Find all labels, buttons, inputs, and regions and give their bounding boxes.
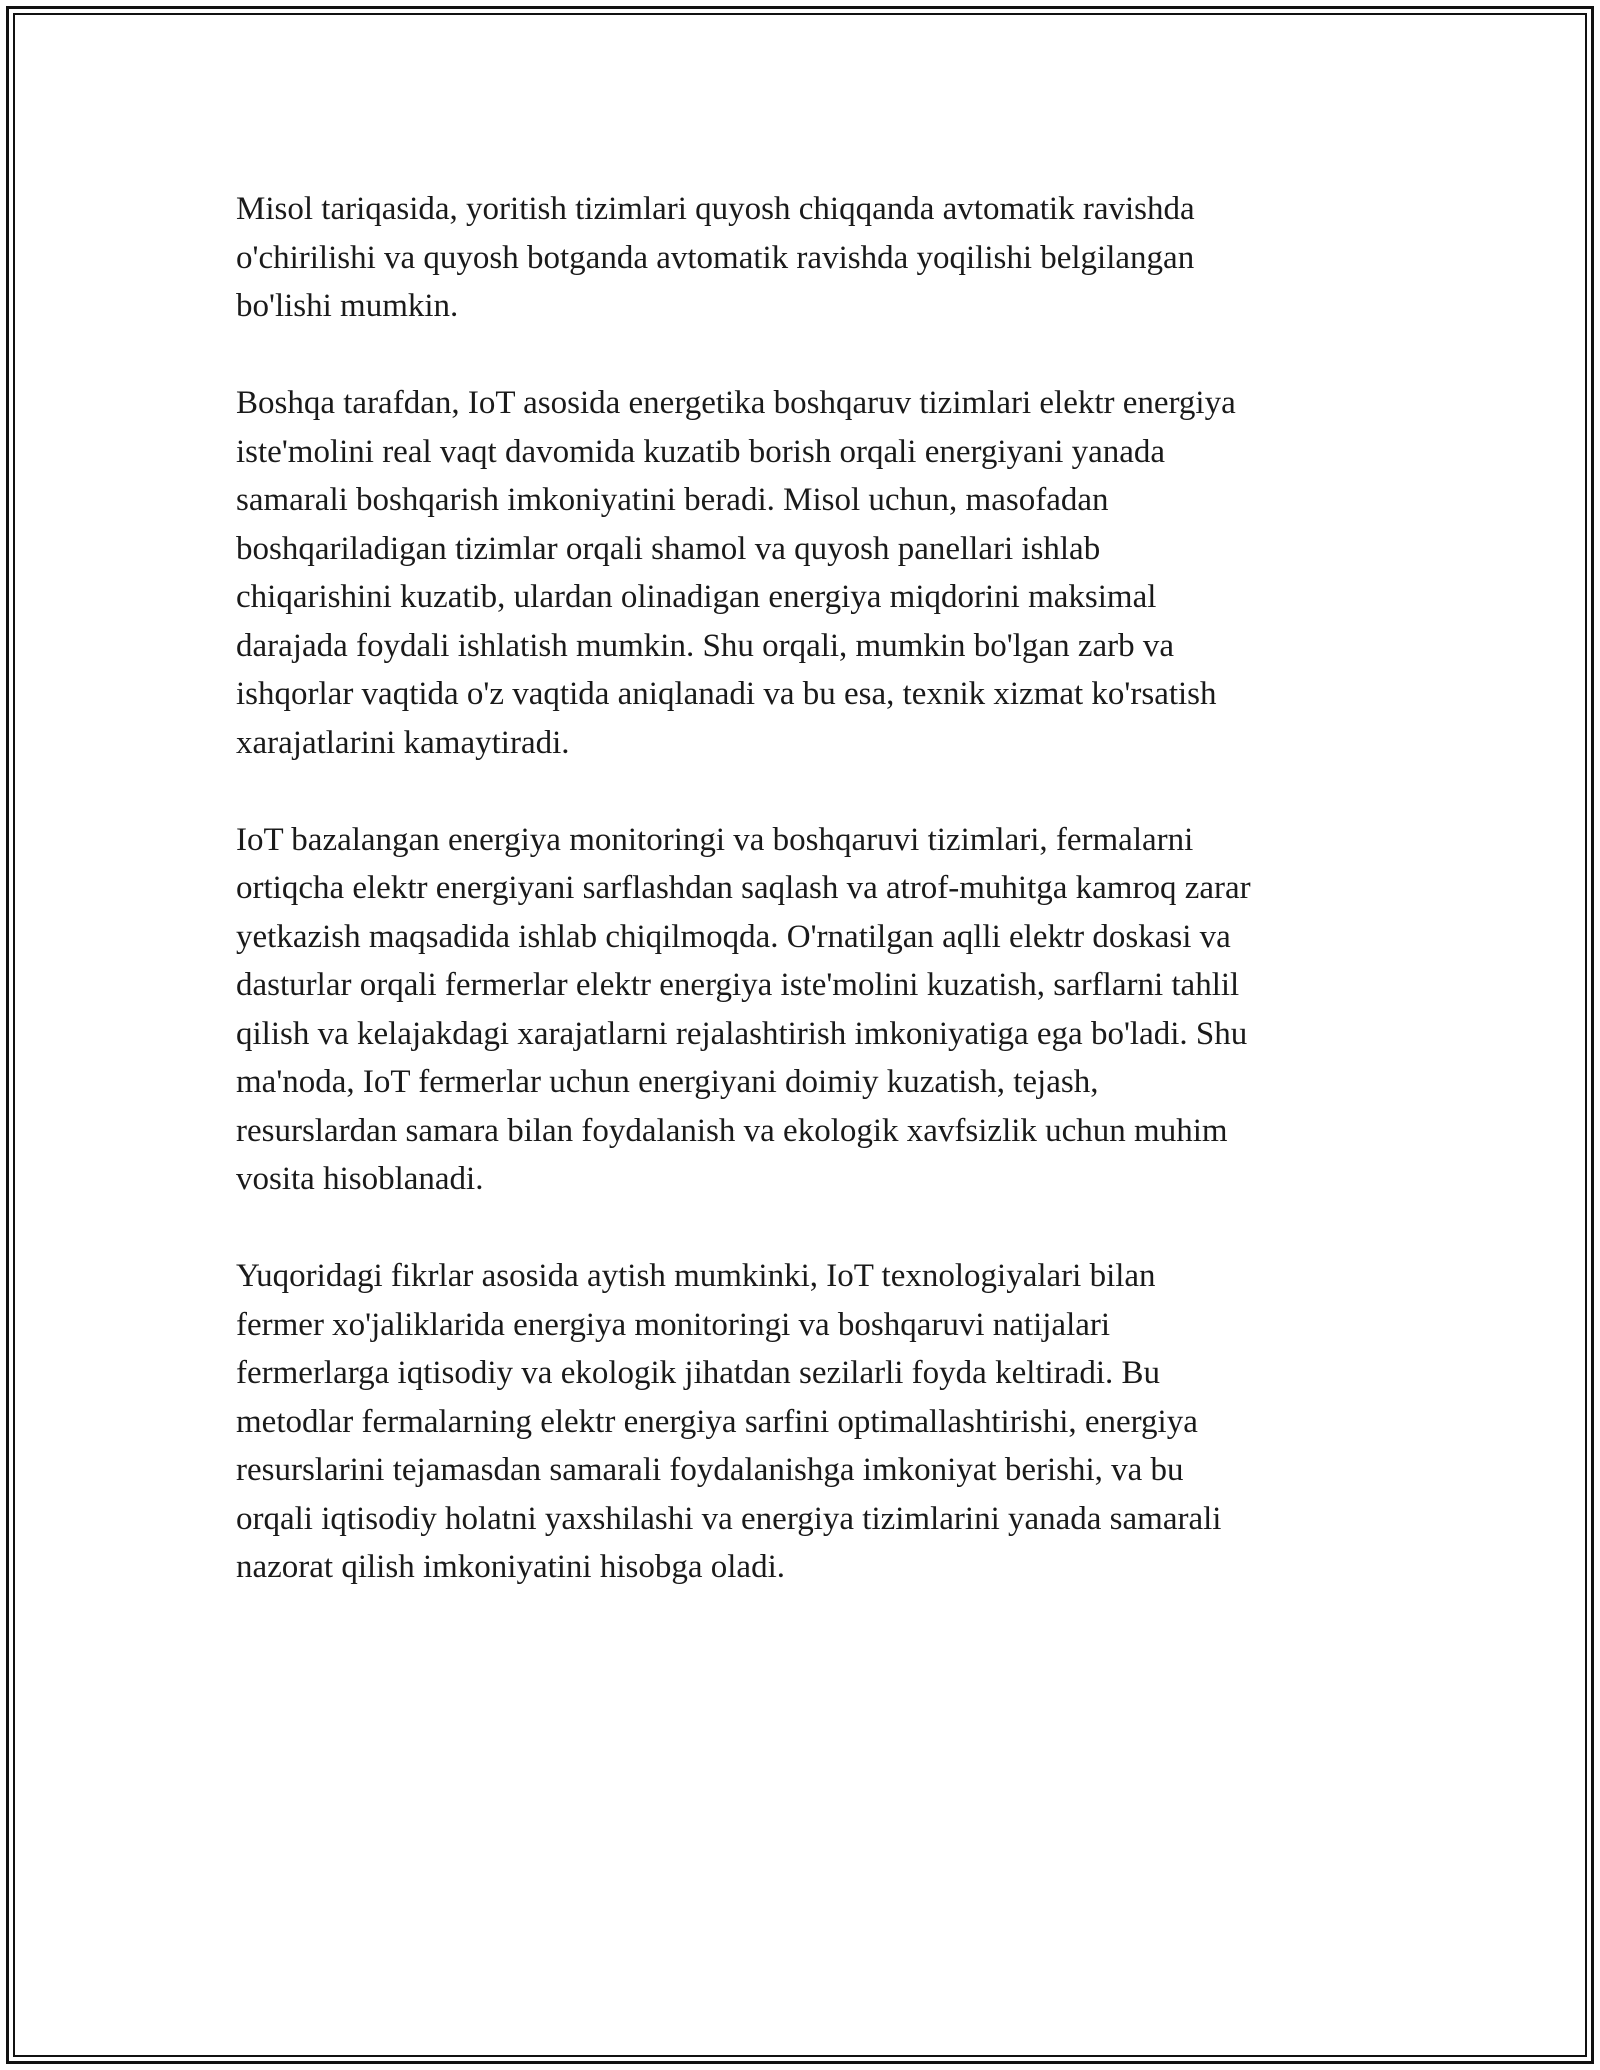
- text-line: IoT bazalangan energiya monitoringi va boshqaruvi tizimlari, fermalarni: [236, 821, 1194, 858]
- text-line: dasturlar orqali fermerlar elektr energiya iste'molini kuzatish, sarflarni tahlil: [236, 967, 1240, 1003]
- text-line: Yuqoridagi fikrlar asosida aytish mumkinki, IoT texnologiyalari bilan: [236, 1258, 1156, 1294]
- paragraph-2: [236, 379, 1376, 767]
- paragraph-4: [236, 1252, 1376, 1592]
- text-line: fermerlarga iqtisodiy va ekologik jihatdan sezilarli foyda keltiradi. Bu: [236, 1355, 1161, 1391]
- text-line: chiqarishini kuzatib, ulardan olinadigan energiya miqdorini maksimal: [236, 579, 1157, 615]
- text-line: ishqorlar vaqtida o'z vaqtida aniqlanadi va bu esa, texnik xizmat ko'rsatish: [236, 676, 1217, 712]
- text-line: resurslarini tejamasdan samarali foydalanishga imkoniyat berishi, va bu: [236, 1452, 1184, 1488]
- document-body: [236, 185, 1376, 1640]
- paragraph-1: [236, 185, 1376, 331]
- text-line: ortiqcha elektr energiyani sarflashdan saqlash va atrof-muhitga kamroq zarar: [236, 870, 1251, 906]
- text-line: Misol tariqasida, yoritish tizimlari quyosh chiqqanda avtomatik ravishda: [236, 191, 1195, 227]
- text-line: metodlar fermalarning elektr energiya sarfini optimallashtirishi, energiya: [236, 1403, 1198, 1440]
- text-line: vosita hisoblanadi.: [236, 1161, 484, 1197]
- text-line: ma'noda, IoT fermerlar uchun energiyani doimiy kuzatish, tejash,: [236, 1064, 1099, 1100]
- paragraph-3: [236, 816, 1376, 1204]
- text-line: nazorat qilish imkoniyatini hisobga oladi.: [236, 1549, 785, 1585]
- text-line: iste'molini real vaqt davomida kuzatib borish orqali energiyani yanada: [236, 433, 1166, 470]
- text-line: darajada foydali ishlatish mumkin. Shu orqali, mumkin bo'lgan zarb va: [236, 627, 1175, 664]
- text-line: Boshqa tarafdan, IoT asosida energetika boshqaruv tizimlari elektr energiya: [236, 385, 1236, 421]
- text-line: samarali boshqarish imkoniyatini beradi. Misol uchun, masofadan: [236, 482, 1109, 518]
- text-line: orqali iqtisodiy holatni yaxshilashi va energiya tizimlarini yanada samarali: [236, 1500, 1222, 1537]
- text-line: o'chirilishi va quyosh botganda avtomatik ravishda yoqilishi belgilangan: [236, 239, 1195, 276]
- text-line: yetkazish maqsadida ishlab chiqilmoqda. O'rnatilgan aqlli elektr doskasi va: [236, 918, 1231, 955]
- text-line: xarajatlarini kamaytiradi.: [236, 724, 570, 761]
- text-line: resurslardan samara bilan foydalanish va ekologik xavfsizlik uchun muhim: [236, 1112, 1228, 1149]
- text-line: qilish va kelajakdagi xarajatlarni rejalashtirish imkoniyatiga ega bo'ladi. Shu: [236, 1015, 1248, 1052]
- text-line: bo'lishi mumkin.: [236, 288, 459, 324]
- text-line: boshqariladigan tizimlar orqali shamol va quyosh panellari ishlab: [236, 530, 1101, 567]
- text-line: fermer xo'jaliklarida energiya monitoringi va boshqaruvi natijalari: [236, 1306, 1111, 1343]
